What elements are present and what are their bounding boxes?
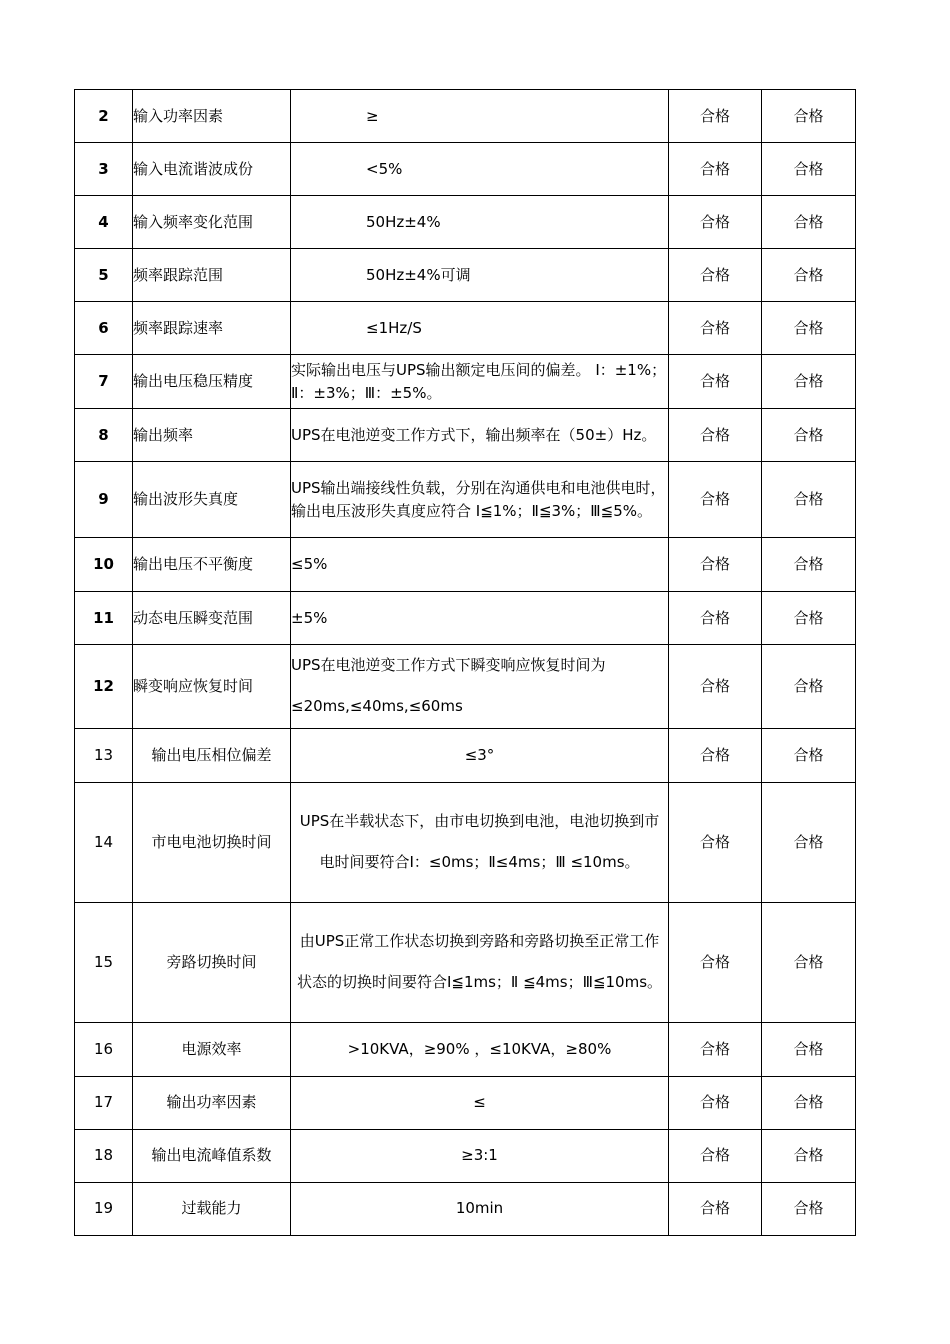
table-row [75,645,856,729]
result-cell: 合格 [762,409,856,462]
test-item: 电源效率 [133,1022,291,1076]
result-cell: 合格 [669,782,762,902]
requirement: UPS在电池逆变工作方式下瞬变响应恢复时间为 ≤20ms,≤40ms,≤60ms [291,645,669,729]
result-cell: 合格 [669,302,762,355]
row-number: 7 [75,355,133,409]
result-cell: 合格 [762,645,856,729]
requirement: UPS在半载状态下，由市电切换到电池，电池切换到市电时间要符合Ⅰ：≤0ms；Ⅱ≤4ms；Ⅲ ≤10ms。 [291,782,669,902]
row-number: 10 [75,538,133,592]
result-cell: 合格 [762,143,856,196]
row-number: 15 [75,902,133,1022]
requirement: ≥3:1 [291,1129,669,1182]
result-cell: 合格 [669,728,762,782]
test-item: 动态电压瞬变范围 [133,592,291,645]
test-item: 输出电压相位偏差 [133,728,291,782]
result-cell: 合格 [669,462,762,538]
result-cell: 合格 [762,1076,856,1129]
requirement: 由UPS正常工作状态切换到旁路和旁路切换至正常工作状态的切换时间要符合Ⅰ≦1ms；Ⅱ ≦4ms；Ⅲ≦10ms。 [291,902,669,1022]
row-number: 19 [75,1182,133,1235]
table-row [75,1129,856,1182]
result-cell: 合格 [669,1076,762,1129]
result-cell: 合格 [669,355,762,409]
test-item: 输出电流峰值系数 [133,1129,291,1182]
requirement: <5% [291,143,669,196]
result-cell: 合格 [762,592,856,645]
table-row [75,409,856,462]
result-cell: 合格 [762,1182,856,1235]
result-cell: 合格 [669,90,762,143]
table-row [75,462,856,538]
test-item: 输入电流谐波成份 [133,143,291,196]
row-number: 17 [75,1076,133,1129]
row-number: 8 [75,409,133,462]
result-cell: 合格 [762,302,856,355]
table-row [75,1022,856,1076]
requirement: UPS在电池逆变工作方式下，输出频率在（50±）Hz。 [291,409,669,462]
result-cell: 合格 [762,462,856,538]
test-item: 过载能力 [133,1182,291,1235]
ups-test-results-table [74,89,856,1236]
result-cell: 合格 [762,728,856,782]
row-number: 11 [75,592,133,645]
table-row [75,196,856,249]
requirement: 10min [291,1182,669,1235]
result-cell: 合格 [762,1022,856,1076]
requirement: ≤3° [291,728,669,782]
test-item: 输出波形失真度 [133,462,291,538]
result-cell: 合格 [762,782,856,902]
row-number: 18 [75,1129,133,1182]
result-cell: 合格 [762,90,856,143]
test-item: 输出功率因素 [133,1076,291,1129]
test-item: 市电电池切换时间 [133,782,291,902]
table-row [75,902,856,1022]
table-row [75,302,856,355]
row-number: 3 [75,143,133,196]
result-cell: 合格 [762,1129,856,1182]
result-cell: 合格 [762,249,856,302]
requirement: ≥ [291,90,669,143]
test-item: 输出电压不平衡度 [133,538,291,592]
table-row [75,249,856,302]
test-item: 输出频率 [133,409,291,462]
table-row [75,782,856,902]
test-item: 输出电压稳压精度 [133,355,291,409]
table-row [75,728,856,782]
table-row [75,592,856,645]
requirement: ±5% [291,592,669,645]
requirement: ≤ [291,1076,669,1129]
test-item: 旁路切换时间 [133,902,291,1022]
requirement: 50Hz±4% [291,196,669,249]
test-item: 瞬变响应恢复时间 [133,645,291,729]
table-row [75,538,856,592]
result-cell: 合格 [669,902,762,1022]
result-cell: 合格 [762,538,856,592]
result-cell: 合格 [669,538,762,592]
requirement: ≤5% [291,538,669,592]
test-item: 频率跟踪速率 [133,302,291,355]
row-number: 5 [75,249,133,302]
row-number: 14 [75,782,133,902]
result-cell: 合格 [669,143,762,196]
result-cell: 合格 [669,645,762,729]
row-number: 6 [75,302,133,355]
result-cell: 合格 [669,409,762,462]
result-cell: 合格 [669,1182,762,1235]
result-cell: 合格 [762,196,856,249]
test-item: 输入功率因素 [133,90,291,143]
table-row [75,1182,856,1235]
result-cell: 合格 [669,1129,762,1182]
result-cell: 合格 [669,1022,762,1076]
requirement: 实际输出电压与UPS输出额定电压间的偏差。 Ⅰ：±1%；Ⅱ：±3%；Ⅲ：±5%。 [291,355,669,409]
requirement: UPS输出端接线性负载，分别在沟通供电和电池供电时，输出电压波形失真度应符合 Ⅰ≦1%；Ⅱ≦3%；Ⅲ≦5%。 [291,462,669,538]
result-cell: 合格 [762,355,856,409]
row-number: 16 [75,1022,133,1076]
requirement: ≤1Hz/S [291,302,669,355]
result-cell: 合格 [762,902,856,1022]
row-number: 4 [75,196,133,249]
row-number: 13 [75,728,133,782]
result-cell: 合格 [669,196,762,249]
row-number: 9 [75,462,133,538]
result-cell: 合格 [669,592,762,645]
requirement: >10KVA，≥90% ，≤10KVA，≥80% [291,1022,669,1076]
row-number: 12 [75,645,133,729]
row-number: 2 [75,90,133,143]
requirement: 50Hz±4%可调 [291,249,669,302]
table-row [75,355,856,409]
table-row [75,1076,856,1129]
result-cell: 合格 [669,249,762,302]
test-item: 输入频率变化范围 [133,196,291,249]
table-row [75,143,856,196]
test-item: 频率跟踪范围 [133,249,291,302]
table-row [75,90,856,143]
